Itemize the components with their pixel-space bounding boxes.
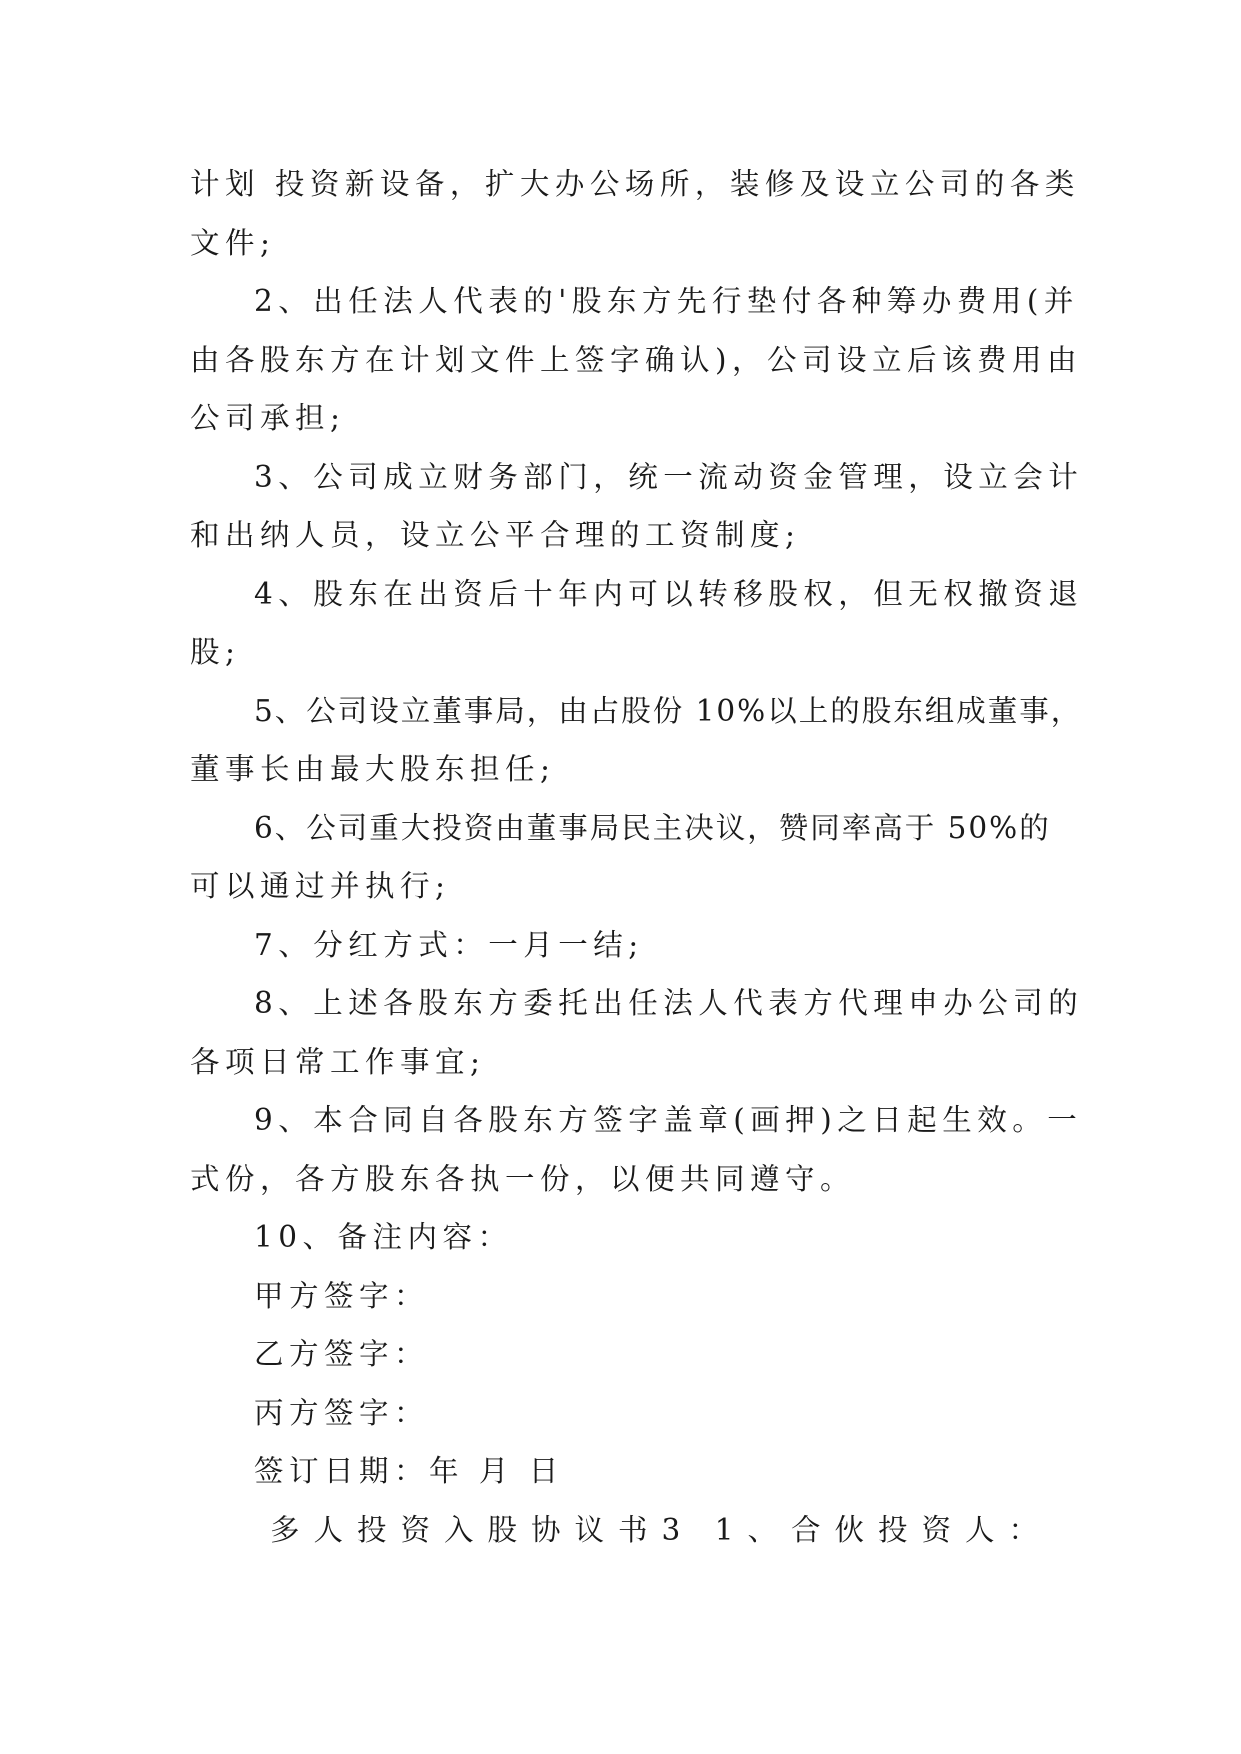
paragraph-line: 6、公司重大投资由董事局民主决议，赞同率高于 50%的 — [254, 810, 1051, 845]
document-body — [190, 155, 1084, 1559]
paragraph-line: 4、股东在出资后十年内可以转移股权，但无权撤资退 — [254, 576, 1084, 611]
remarks-label: 10、备注内容： — [254, 1220, 513, 1254]
paragraph-line: 和出纳人员，设立公平合理的工资制度; — [190, 518, 801, 552]
paragraph-line: 各项日常工作事宜; — [190, 1044, 486, 1079]
paragraph-line: 3、公司成立财务部门，统一流动资金管理，设立会计 — [254, 459, 1084, 494]
document-title: 多人投资入股协议书3 — [270, 1512, 695, 1547]
paragraph-line: 9、本合同自各股东方签字盖章(画押)之日起生效。一 — [254, 1103, 1083, 1137]
paragraph-line: 计划 投资新设备，扩大办公场所，装修及设立公司的各类 — [190, 167, 1080, 201]
paragraph-line: 可以通过并执行; — [190, 869, 451, 903]
party-c-signature-label: 丙方签字： — [254, 1395, 430, 1430]
paragraph-line: 2、出任法人代表的'股东方先行垫付各种筹办费用(并 — [254, 284, 1079, 318]
paragraph-line: 8、上述各股东方委托出任法人代表方代理申办公司的 — [254, 986, 1084, 1020]
paragraph-line: 5、公司设立董事局，由占股份 10%以上的股东组成董事， — [254, 693, 1083, 728]
signing-date-label: 签订日期：年 月 日 — [254, 1454, 564, 1488]
paragraph-line: 股; — [190, 635, 241, 669]
paragraph-line: 公司承担; — [190, 401, 346, 435]
next-document-heading — [190, 1501, 1052, 1560]
partner-investor-label: 1、合伙投资人： — [714, 1512, 1052, 1547]
paragraph-line: 7、分红方式：一月一结; — [254, 927, 644, 962]
paragraph-line: 文件; — [190, 225, 276, 260]
paragraph-line: 由各股东方在计划文件上签字确认)，公司设立后该费用由 — [190, 342, 1083, 377]
paragraph-line: 式份，各方股东各执一份，以便共同遵守。 — [190, 1161, 856, 1196]
party-a-signature-label: 甲方签字： — [254, 1278, 430, 1313]
paragraph-line: 董事长由最大股东担任; — [190, 752, 556, 786]
party-b-signature-label: 乙方签字： — [254, 1337, 430, 1371]
